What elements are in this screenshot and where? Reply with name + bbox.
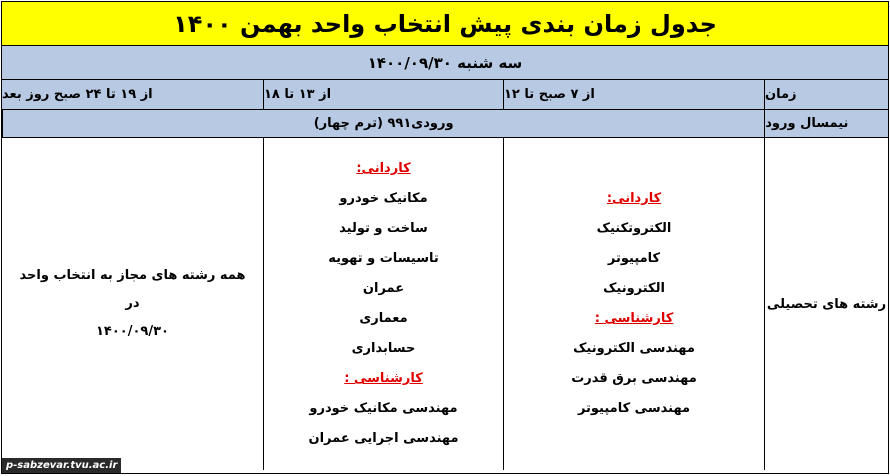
slot3-header: از ۱۹ تا ۲۴ صبح روز بعد xyxy=(2,87,153,102)
slot1-cell xyxy=(503,138,764,470)
list-item: حسابداری xyxy=(351,341,416,356)
slot2-list xyxy=(308,138,458,470)
list-item: مهندسی برق قدرت xyxy=(571,371,697,386)
list-item: کامپیوتر xyxy=(607,251,661,266)
entry-label: نیمسال ورود xyxy=(764,110,888,137)
list-item: کاردانی: xyxy=(356,161,411,176)
list-item: مهندسی اجرایی عمران xyxy=(308,431,459,446)
entry-row xyxy=(2,110,888,138)
list-item: مهندسی مکانیک خودرو xyxy=(309,401,458,416)
slot2-cell xyxy=(263,138,503,470)
list-item: الکترونیک xyxy=(603,281,665,296)
list-item: مکانیک خودرو xyxy=(339,191,428,206)
list-item: تاسیسات و تهویه xyxy=(328,251,439,266)
site-watermark: p-sabzevar.tvu.ac.ir xyxy=(2,458,121,473)
list-item: مهندسی الکترونیک xyxy=(573,341,695,356)
slot1-list xyxy=(571,138,697,470)
title-bar xyxy=(2,2,888,46)
schedule-table xyxy=(1,1,889,474)
list-item: کارشناسی : xyxy=(344,371,423,386)
list-item: معماری xyxy=(359,311,408,326)
time-label: زمان xyxy=(764,80,888,109)
majors-label: رشته های تحصیلی xyxy=(764,138,888,470)
date-row: سه شنبه ۱۴۰۰/۰۹/۳۰ xyxy=(2,46,888,80)
slot3-note-line1: همه رشته های مجاز به انتخاب واحد در xyxy=(19,268,246,311)
list-item: کارشناسی : xyxy=(594,311,674,326)
header-row xyxy=(2,80,888,110)
majors-row xyxy=(2,138,888,470)
list-item: کاردانی: xyxy=(606,191,662,206)
slot1-header: از ۷ صبح تا ۱۲ xyxy=(503,80,764,109)
list-item: ساخت و تولید xyxy=(339,221,428,236)
list-item: مهندسی کامپیوتر xyxy=(577,401,691,416)
entry-value: ورودی۹۹۱ (ترم چهار) xyxy=(2,110,764,137)
list-item: عمران xyxy=(362,281,405,296)
slot3-note-line2: ۱۴۰۰/۰۹/۳۰ xyxy=(96,324,169,339)
slot2-header: از ۱۳ تا ۱۸ xyxy=(263,80,503,109)
slot3-note xyxy=(2,262,263,346)
list-item: الکتروتکنیک xyxy=(596,221,672,236)
slot3-cell xyxy=(2,138,263,470)
page-title: جدول زمان بندی پیش انتخاب واحد بهمن ۱۴۰۰ xyxy=(173,9,717,38)
